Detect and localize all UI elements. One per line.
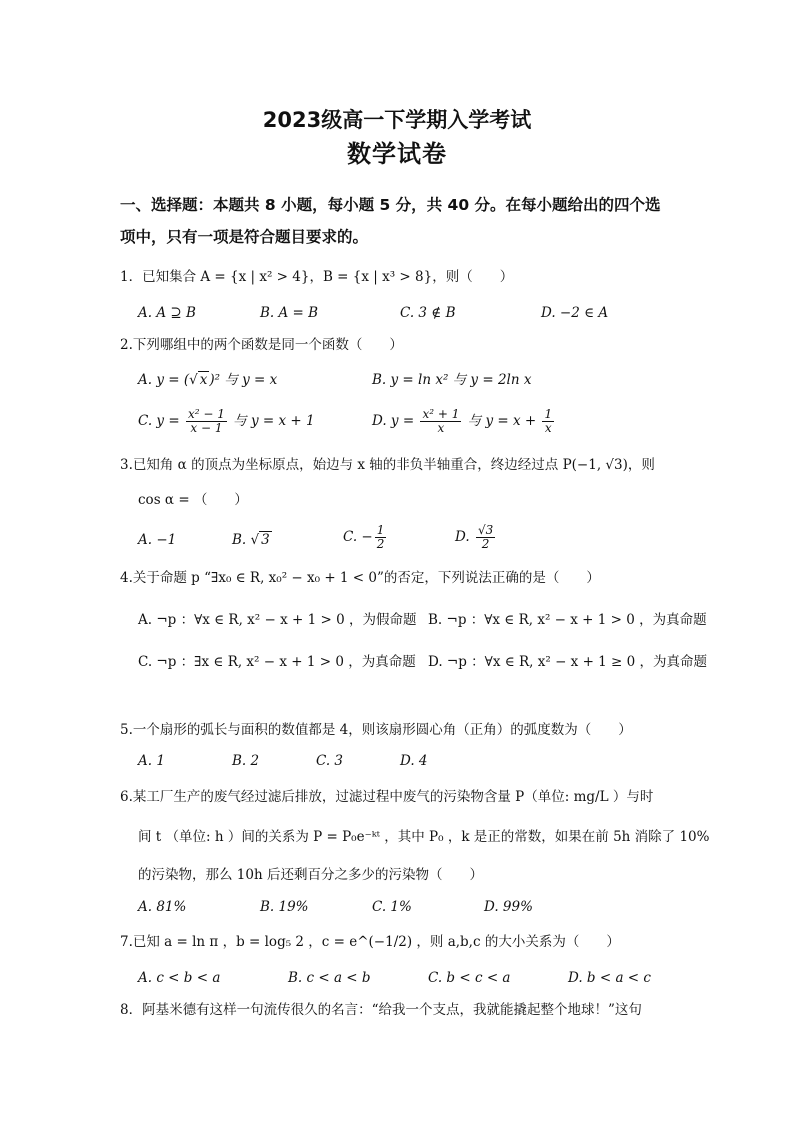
q1-option-d: D. −2 ∈ A: [541, 305, 609, 321]
q4-option-b: B. ¬p ：∀x ∈ R, x² − x + 1 > 0 ，为真命题: [428, 612, 707, 628]
question-3-stem-2: cos α = （ ）: [138, 492, 248, 508]
q2-d-numerator: x² + 1: [422, 407, 460, 421]
q2-d-mid: 与 y = x +: [467, 413, 537, 429]
q2-a-radicand: x: [199, 372, 208, 388]
question-6-line-3: 的污染物，那么 10h 后还剩百分之多少的污染物（ ）: [138, 867, 483, 883]
q1-option-a: A. A ⊇ B: [138, 305, 196, 321]
question-3-stem: 3.已知角 α 的顶点为坐标原点，始边与 x 轴的非负半轴重合，终边经过点 P(−1, √3)，则: [120, 457, 655, 473]
question-5-stem: 5.一个扇形的弧长与面积的数值都是 4，则该扇形圆心角（正角）的弧度数为（ ）: [120, 722, 632, 738]
question-6-line-2: 间 t （单位: h ）间的关系为 P = P₀e⁻ᵏᵗ ，其中 P₀ ，k 是正的常数，如果在前 5h 消除了 10%: [138, 829, 710, 845]
q6-option-d: D. 99%: [484, 899, 533, 915]
question-2-stem: 2.下列哪组中的两个函数是同一个函数（ ）: [120, 337, 403, 353]
q7-option-b: B. c < a < b: [288, 970, 371, 986]
q3-option-b: [232, 530, 272, 550]
q5-option-c: C. 3: [316, 753, 344, 769]
q2-d-fraction: [420, 408, 461, 435]
q3-b-radicand: 3: [261, 532, 270, 548]
q3-b-prefix: B.: [232, 532, 247, 548]
question-6-line-1: 6.某工厂生产的废气经过滤后排放，过滤过程中废气的污染物含量 P（单位: mg/L ）与时: [120, 789, 654, 805]
q7-option-c: C. b < c < a: [428, 970, 511, 986]
q2-a-prefix: A. y = (: [138, 372, 190, 388]
q3-d-fraction: [476, 524, 495, 551]
question-8-line-1: 8．阿基米德有这样一句流传很久的名言：“给我一个支点，我就能撬起整个地球！”这句: [120, 1002, 642, 1018]
q3-d-numerator: √3: [477, 523, 494, 537]
q2-option-b: B. y = ln x² 与 y = 2ln x: [372, 372, 532, 388]
q6-option-c: C. 1%: [372, 899, 412, 915]
q2-c-suffix: 与 y = x + 1: [233, 413, 315, 429]
q3-c-fraction: [375, 524, 387, 551]
q3-d-prefix: D.: [455, 529, 470, 545]
q2-d-denominator-2: x: [544, 421, 552, 435]
q1-option-b: B. A = B: [260, 305, 319, 321]
q3-c-denominator: 2: [376, 537, 385, 551]
q2-a-suffix: )² 与 y = x: [209, 372, 278, 388]
section-heading-line2: 项中，只有一项是符合题目要求的。: [120, 228, 369, 246]
q2-c-fraction: [186, 408, 227, 435]
exam-title: 2023级高一下学期入学考试: [262, 108, 532, 132]
q4-option-a: A. ¬p ：∀x ∈ R, x² − x + 1 > 0 ，为假命题: [138, 612, 417, 628]
q7-option-a: A. c < b < a: [138, 970, 221, 986]
q3-option-d: [455, 524, 497, 551]
q2-d-prefix: D. y =: [372, 413, 415, 429]
q7-option-d: D. b < a < c: [568, 970, 651, 986]
q2-option-c: [138, 408, 315, 435]
q2-c-prefix: C. y =: [138, 413, 180, 429]
sqrt-symbol: √ 3: [250, 532, 270, 548]
q3-c-prefix: C. −: [343, 529, 373, 545]
q3-c-numerator: 1: [376, 523, 385, 537]
q5-option-b: B. 2: [232, 753, 260, 769]
q1-option-c: C. 3 ∉ B: [400, 305, 456, 321]
q5-option-d: D. 4: [400, 753, 428, 769]
q4-option-c: C. ¬p ：∃x ∈ R, x² − x + 1 > 0 ，为真命题: [138, 654, 416, 670]
q2-c-denominator: x − 1: [190, 421, 223, 435]
q6-option-b: B. 19%: [260, 899, 309, 915]
q2-option-d: [372, 408, 556, 435]
question-1-stem: 1．已知集合 A = {x | x² > 4}，B = {x | x³ > 8}，则（ ）: [120, 269, 514, 285]
q2-d-numerator-2: 1: [544, 407, 553, 421]
exam-subtitle: 数学试卷: [347, 140, 447, 168]
q5-option-a: A. 1: [138, 753, 165, 769]
q3-option-c: [343, 524, 388, 551]
question-4-stem: 4.关于命题 p “∃x₀ ∈ R, x₀² − x₀ + 1 < 0”的否定，下列说法正确的是（ ）: [120, 570, 600, 586]
q2-option-a: [138, 370, 277, 390]
question-7-stem: 7.已知 a = ln π ，b = log₅ 2 ，c = e^(−1/2) ，则 a,b,c 的大小关系为（ ）: [120, 934, 620, 950]
q2-d-fraction-2: [542, 408, 554, 435]
q6-option-a: A. 81%: [138, 899, 187, 915]
sqrt-symbol: √ x: [189, 372, 208, 388]
section-heading-line1: 一、选择题：本题共 8 小题，每小题 5 分，共 40 分。在每小题给出的四个选: [120, 196, 661, 214]
q2-c-numerator: x² − 1: [187, 407, 225, 421]
q3-option-a: A. −1: [138, 532, 177, 548]
q2-d-denominator: x: [437, 421, 445, 435]
q4-option-d: D. ¬p ：∀x ∈ R, x² − x + 1 ≥ 0 ，为真命题: [428, 654, 708, 670]
q3-d-denominator: 2: [481, 537, 490, 551]
